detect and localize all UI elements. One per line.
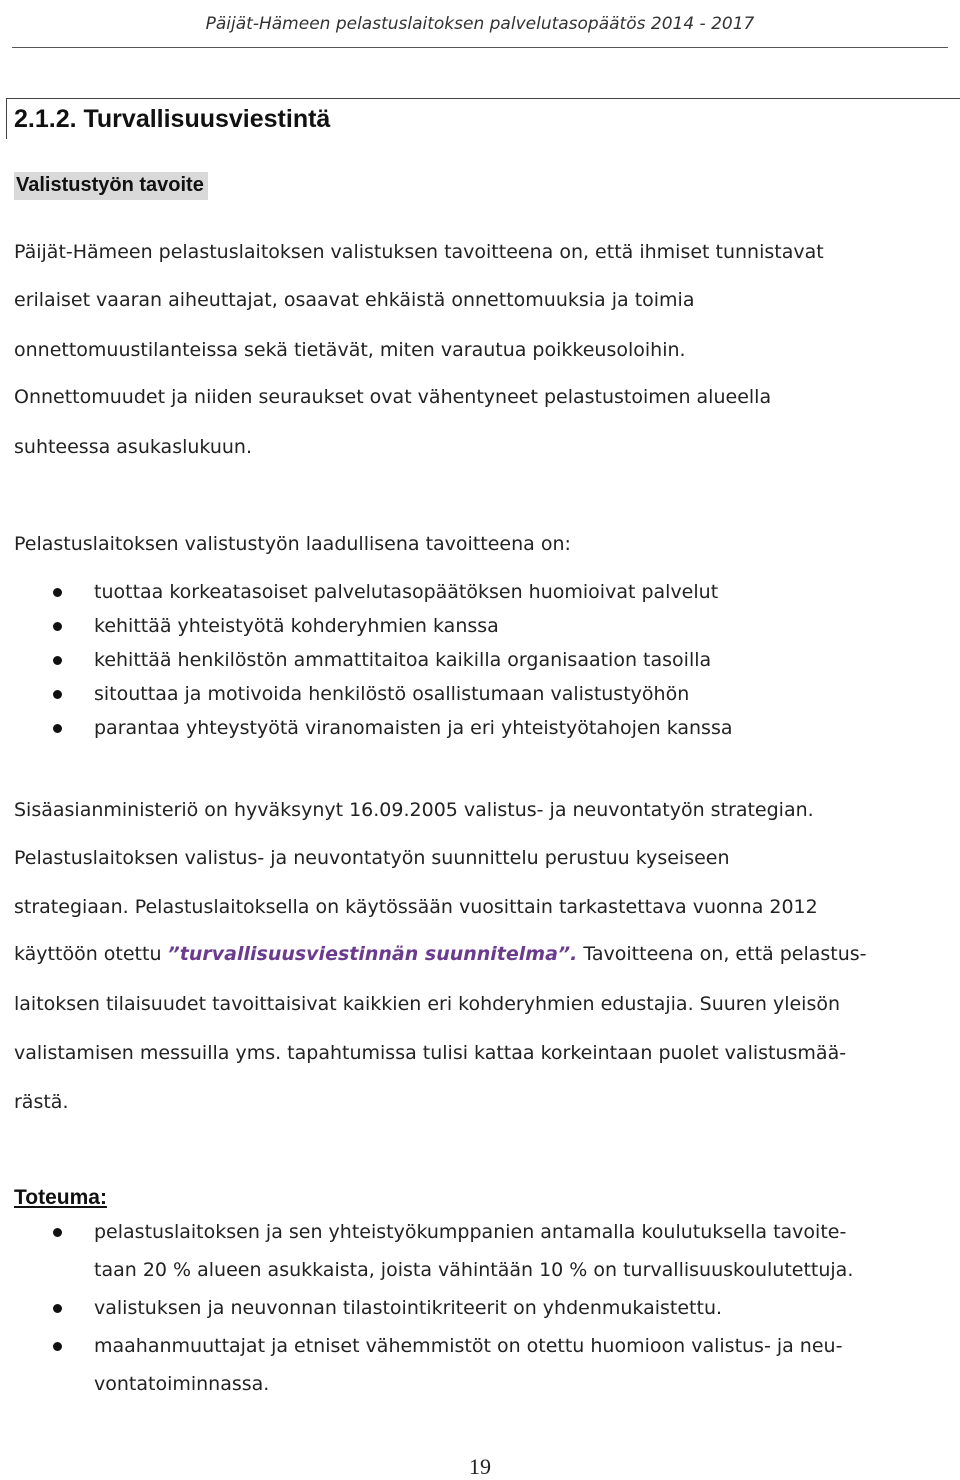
intro-line-1: Päijät-Hämeen pelastuslaitoksen valistuksen tavoitteena on, että ihmiset tunnistavat: [14, 241, 824, 263]
strategy-line-6: valistamisen messuilla yms. tapahtumissa tulisi kattaa korkeintaan puolet valistusmää-: [14, 1042, 847, 1064]
strategy-line-5: laitoksen tilaisuudet tavoittaisivat kaikkien eri kohderyhmien edustajia. Suuren yleisön: [14, 993, 841, 1015]
bullet-icon: [53, 1342, 62, 1351]
quote-open: ”: [167, 943, 180, 965]
bullet-icon: [53, 588, 62, 597]
bullet-icon: [53, 1304, 62, 1313]
quality-goal-item: sitouttaa ja motivoida henkilöstö osallistumaan valistustyöhön: [94, 683, 690, 705]
quality-goal-lead: Pelastuslaitoksen valistustyön laadullisena tavoitteena on:: [14, 533, 571, 555]
strategy-line-4: [14, 943, 867, 965]
quote-close: ”.: [557, 943, 578, 965]
plan-name-emphasis: turvallisuusviestinnän suunnitelma: [179, 943, 558, 965]
strategy-line-3: strategiaan. Pelastuslaitoksella on käytössään vuosittain tarkastettava vuonna 2012: [14, 896, 818, 918]
bullet-icon: [53, 656, 62, 665]
toteuma-item-1-line-2: taan 20 % alueen asukkaista, joista vähintään 10 % on turvallisuuskoulutettuja.: [94, 1259, 854, 1281]
strategy-line-1: Sisäasianministeriö on hyväksynyt 16.09.2005 valistus- ja neuvontatyön strategian.: [14, 799, 814, 821]
strategy-line-2: Pelastuslaitoksen valistus- ja neuvontatyön suunnittelu perustuu kyseiseen: [14, 847, 730, 869]
toteuma-item-3-line-2: vontatoiminnassa.: [94, 1373, 270, 1395]
quality-goal-item: kehittää henkilöstön ammattitaitoa kaikilla organisaation tasoilla: [94, 649, 712, 671]
section-heading: 2.1.2. Turvallisuusviestintä: [14, 105, 331, 133]
bullet-icon: [53, 1228, 62, 1237]
strategy-line-7: rästä.: [14, 1091, 69, 1113]
intro-line-5: suhteessa asukaslukuun.: [14, 436, 252, 458]
strategy-line-4-suffix: Tavoitteena on, että pelastus-: [577, 943, 867, 965]
page-number: 19: [469, 1454, 491, 1479]
quality-goal-item: kehittää yhteistyötä kohderyhmien kanssa: [94, 615, 499, 637]
toteuma-item-2: valistuksen ja neuvonnan tilastointikriteerit on yhdenmukaistettu.: [94, 1297, 723, 1319]
bullet-icon: [53, 724, 62, 733]
intro-line-2: erilaiset vaaran aiheuttajat, osaavat ehkäistä onnettomuuksia ja toimia: [14, 289, 695, 311]
toteuma-heading: Toteuma:: [14, 1186, 107, 1209]
bullet-icon: [53, 622, 62, 631]
subheading-valistustyon-tavoite: Valistustyön tavoite: [14, 172, 208, 200]
intro-line-4: Onnettomuudet ja niiden seuraukset ovat vähentyneet pelastustoimen alueella: [14, 386, 772, 408]
toteuma-item-3-line-1: maahanmuuttajat ja etniset vähemmistöt on otettu huomioon valistus- ja neu-: [94, 1335, 843, 1357]
bullet-icon: [53, 690, 62, 699]
quality-goal-item: tuottaa korkeatasoiset palvelutasopäätöksen huomioivat palvelut: [94, 581, 719, 603]
toteuma-item-1-line-1: pelastuslaitoksen ja sen yhteistyökumppanien antamalla koulutuksella tavoite-: [94, 1221, 847, 1243]
intro-line-3: onnettomuustilanteissa sekä tietävät, miten varautua poikkeusoloihin.: [14, 339, 686, 361]
quality-goal-item: parantaa yhteystyötä viranomaisten ja eri yhteistyötahojen kanssa: [94, 717, 733, 739]
running-header: Päijät-Hämeen pelastuslaitoksen palvelutasopäätös 2014 - 2017: [205, 14, 755, 34]
header-rule: [12, 47, 948, 48]
strategy-line-4-prefix: käyttöön otettu: [14, 943, 168, 965]
